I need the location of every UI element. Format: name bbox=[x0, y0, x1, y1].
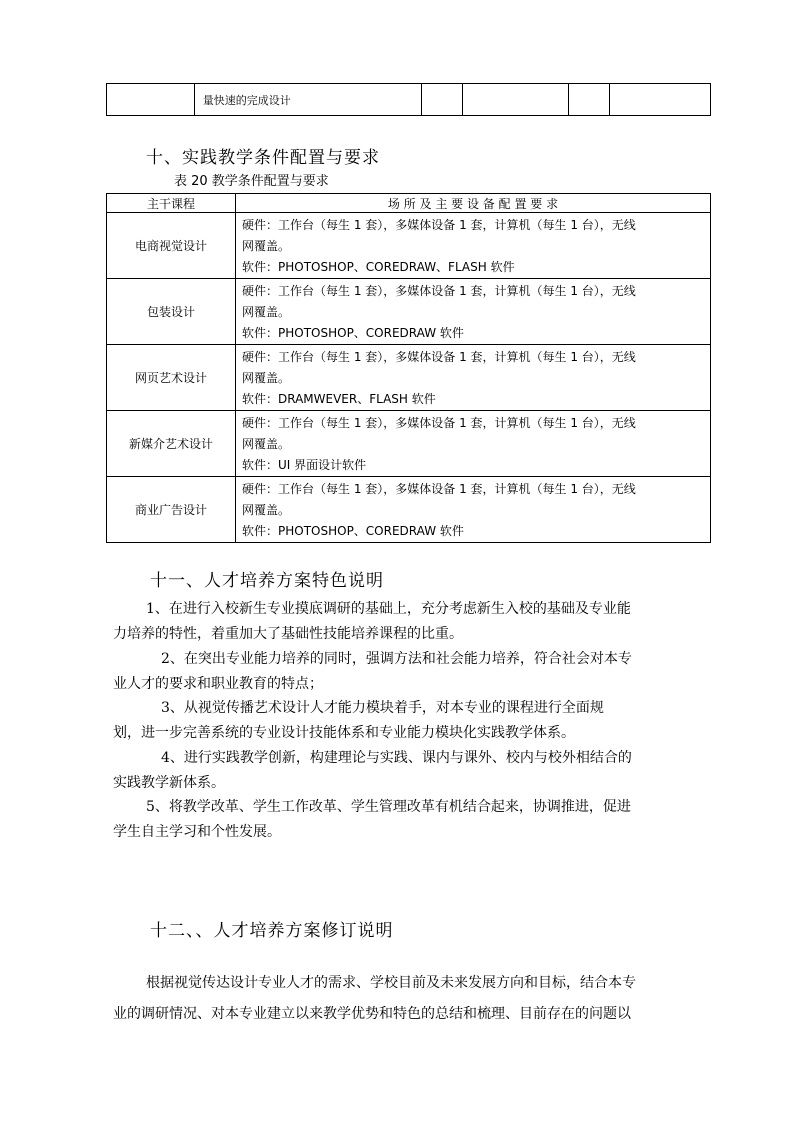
feature-paragraph-1 bbox=[113, 597, 713, 647]
table-cell bbox=[568, 84, 609, 116]
paragraph-line: 业人才的要求和职业教育的特点； bbox=[113, 676, 323, 692]
hardware-line-cont: 网覆盖。 bbox=[242, 437, 291, 451]
course-name: 电商视觉设计 bbox=[107, 213, 236, 279]
cell-text: 量快速的完成设计 bbox=[202, 93, 291, 107]
paragraph-line: 划，进一步完善系统的专业设计技能体系和专业能力模块化实践教学体系。 bbox=[113, 725, 575, 741]
feature-paragraph-3 bbox=[113, 696, 713, 746]
paragraph-line: 2、在突出专业能力培养的同时，强调方法和社会能力培养，符合社会对本专 bbox=[161, 651, 632, 667]
section-10-heading: 十、实践教学条件配置与要求 bbox=[146, 148, 380, 168]
requirements-cell bbox=[236, 411, 711, 477]
hardware-line: 硬件：工作台（每生 1 套），多媒体设备 1 套，计算机（每生 1 台），无线 bbox=[242, 482, 636, 496]
course-name: 网页艺术设计 bbox=[107, 345, 236, 411]
table-cell bbox=[463, 84, 569, 116]
table-caption: 表 20 教学条件配置与要求 bbox=[174, 174, 329, 189]
paragraph-line: 实践教学新体系。 bbox=[113, 775, 225, 791]
paragraph-line: 学生自主学习和个性发展。 bbox=[113, 824, 281, 840]
table-cell bbox=[107, 84, 195, 116]
table-header-row bbox=[107, 194, 711, 213]
conditions-table bbox=[106, 193, 711, 543]
header-course: 主干课程 bbox=[107, 194, 236, 213]
feature-paragraph-2 bbox=[113, 647, 713, 697]
table-cell bbox=[421, 84, 462, 116]
table-row bbox=[107, 477, 711, 543]
header-requirements: 场 所 及 主 要 设 备 配 置 要 求 bbox=[236, 194, 711, 213]
revision-paragraph bbox=[113, 968, 713, 1030]
requirements-cell bbox=[236, 345, 711, 411]
section-11-heading: 十一、人才培养方案特色说明 bbox=[150, 571, 384, 591]
paragraph-line: 业的调研情况、对本专业建立以来教学优势和特色的总结和梳理、目前存在的问题以 bbox=[113, 1006, 631, 1022]
paragraph-line: 根据视觉传达设计专业人才的需求、学校目前及未来发展方向和目标，结合本专 bbox=[146, 975, 636, 991]
top-table-fragment bbox=[106, 83, 711, 116]
software-line: 软件：PHOTOSHOP、COREDRAW 软件 bbox=[242, 326, 464, 340]
table-row bbox=[107, 84, 711, 116]
software-line: 软件：UI 界面设计软件 bbox=[242, 458, 367, 472]
hardware-line-cont: 网覆盖。 bbox=[242, 305, 291, 319]
requirements-cell bbox=[236, 477, 711, 543]
table-cell bbox=[610, 84, 711, 116]
course-name: 新媒介艺术设计 bbox=[107, 411, 236, 477]
software-line: 软件：DRAMWEVER、FLASH 软件 bbox=[242, 392, 436, 406]
software-line: 软件：PHOTOSHOP、COREDRAW、FLASH 软件 bbox=[242, 260, 515, 274]
feature-paragraph-4 bbox=[113, 746, 713, 796]
hardware-line-cont: 网覆盖。 bbox=[242, 371, 291, 385]
table-row bbox=[107, 279, 711, 345]
table-row bbox=[107, 345, 711, 411]
table-cell bbox=[194, 84, 421, 116]
paragraph-line: 1、在进行入校新生专业摸底调研的基础上，充分考虑新生入校的基础及专业能 bbox=[146, 601, 631, 617]
requirements-cell bbox=[236, 213, 711, 279]
course-name: 商业广告设计 bbox=[107, 477, 236, 543]
hardware-line-cont: 网覆盖。 bbox=[242, 503, 291, 517]
paragraph-line: 5、将教学改革、学生工作改革、学生管理改革有机结合起来，协调推进，促进 bbox=[146, 799, 631, 815]
section-12-heading: 十二、、人才培养方案修订说明 bbox=[150, 921, 394, 941]
hardware-line: 硬件：工作台（每生 1 套），多媒体设备 1 套，计算机（每生 1 台），无线 bbox=[242, 284, 636, 298]
paragraph-line: 力培养的特性，着重加大了基础性技能培养课程的比重。 bbox=[113, 626, 463, 642]
requirements-cell bbox=[236, 279, 711, 345]
course-name: 包装设计 bbox=[107, 279, 236, 345]
hardware-line-cont: 网覆盖。 bbox=[242, 239, 291, 253]
table-row bbox=[107, 213, 711, 279]
hardware-line: 硬件：工作台（每生 1 套），多媒体设备 1 套，计算机（每生 1 台），无线 bbox=[242, 218, 636, 232]
paragraph-line: 3、从视觉传播艺术设计人才能力模块着手，对本专业的课程进行全面规 bbox=[161, 700, 604, 716]
feature-paragraph-5 bbox=[113, 795, 713, 845]
paragraph-line: 4、进行实践教学创新，构建理论与实践、课内与课外、校内与校外相结合的 bbox=[161, 750, 632, 766]
table-row bbox=[107, 411, 711, 477]
hardware-line: 硬件：工作台（每生 1 套），多媒体设备 1 套，计算机（每生 1 台），无线 bbox=[242, 416, 636, 430]
software-line: 软件：PHOTOSHOP、COREDRAW 软件 bbox=[242, 524, 464, 538]
hardware-line: 硬件：工作台（每生 1 套），多媒体设备 1 套，计算机（每生 1 台），无线 bbox=[242, 350, 636, 364]
